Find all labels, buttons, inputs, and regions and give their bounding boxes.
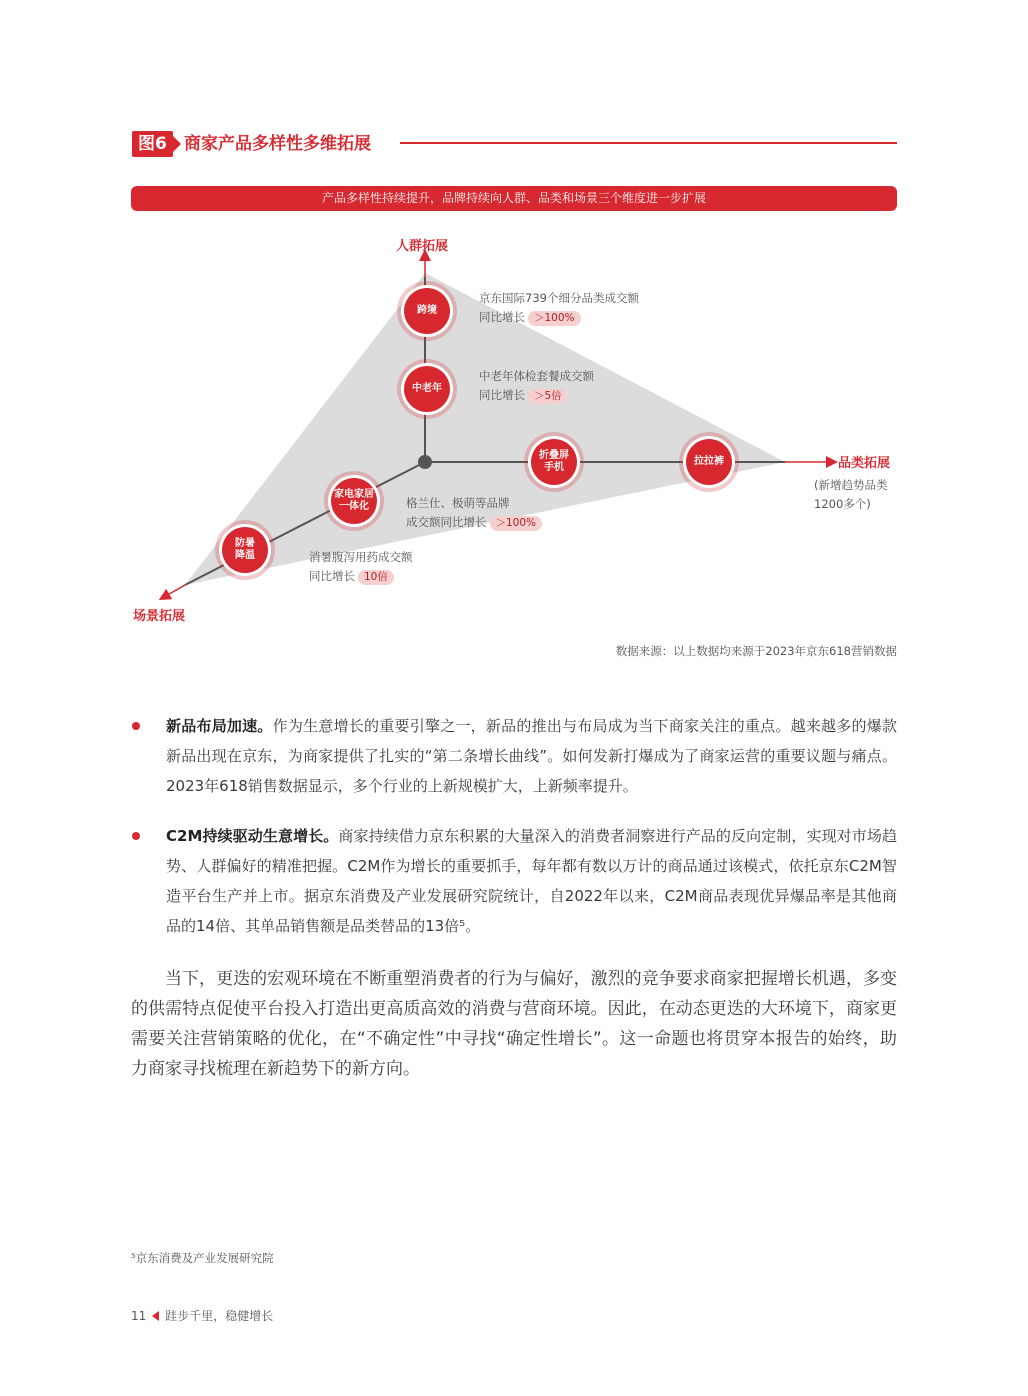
- title-rule: [400, 142, 897, 144]
- bullet-dot-2: [132, 832, 140, 840]
- bullet-1-title: 新品布局加速。: [166, 717, 273, 735]
- node-appliance-home: [331, 478, 377, 524]
- note-cooling-line2: 同比增长: [309, 569, 355, 583]
- axis-label-category: 品类拓展: [838, 456, 891, 471]
- note-elderly-pill: ＞5倍: [528, 389, 568, 404]
- dimension-diagram: [120, 225, 910, 635]
- main-paragraph: 当下，更迭的宏观环境在不断重塑消费者的行为与偏好，激烈的竞争要求商家把握增长机遇，多变的供需特点促使平台投入打造出更高质高效的消费与营商环境。因此，在动态更迭的大环境下，商家更需要关注营销策略的优化，在“不确定性”中寻找“确定性增长”。这一命题也将贯穿本报告的始终，助力商家寻找梳理在新趋势下的新方向。: [131, 969, 897, 1079]
- axis-label-people: 人群拓展: [396, 239, 449, 254]
- bullet-paragraph-1: [166, 711, 897, 801]
- node-cross-border-label: 跨境: [417, 305, 437, 316]
- axis-arrow-scene: [164, 585, 185, 597]
- node-cooling-label: [235, 538, 255, 562]
- running-title: 跬步千里，稳健增长: [165, 1309, 274, 1323]
- data-source: 数据来源：以上数据均来源于2023年京东618营销数据: [615, 644, 897, 658]
- node-cooling-line1: 防暑: [235, 538, 255, 549]
- figure-banner: 产品多样性持续提升，品牌持续向人群、品类和场景三个维度进一步扩展: [131, 186, 897, 211]
- node-elderly: [404, 366, 450, 412]
- note-appliance-line1: 格兰仕、极萌等品牌: [406, 496, 510, 510]
- node-appliance-label: [334, 489, 374, 513]
- note-appliance-line2: 成交额同比增长: [406, 515, 487, 529]
- bullet-paragraph-2: [166, 821, 897, 941]
- footer-arrow-icon: [152, 1311, 159, 1321]
- node-lalaku-label: 拉拉裤: [694, 456, 724, 467]
- note-elderly-line1: 中老年体检套餐成交额: [479, 369, 594, 383]
- page-footer: [131, 1307, 273, 1324]
- node-lalaku: [686, 439, 732, 485]
- node-appliance-line2: 一体化: [339, 501, 369, 512]
- node-elderly-label: 中老年: [412, 383, 442, 394]
- footnote: ⁵京东消费及产业发展研究院: [131, 1251, 274, 1265]
- node-cooling-line2: 降温: [235, 550, 255, 561]
- note-cross-border-pill: ＞100%: [528, 311, 581, 326]
- page-number: 11: [131, 1308, 147, 1323]
- node-cross-border: [404, 288, 450, 334]
- category-note: [814, 476, 888, 514]
- category-note-line2: 1200多个): [814, 497, 871, 511]
- note-cooling: [309, 548, 413, 586]
- bullet-2-title: C2M持续驱动生意增长。: [166, 827, 339, 845]
- note-cross-border: [479, 289, 639, 327]
- node-appliance-line1: 家电家居: [334, 489, 374, 500]
- node-foldable-line2: 手机: [544, 462, 564, 473]
- node-foldable-line1: 折叠屏: [539, 450, 569, 461]
- diagram-graphic: [120, 225, 910, 635]
- note-appliance-pill: ＞100%: [490, 516, 543, 531]
- node-foldable-label: [539, 450, 569, 474]
- axis-label-scene: 场景拓展: [133, 609, 186, 624]
- bullet-2-text: 商家持续借力京东积累的大量深入的消费者洞察进行产品的反向定制，实现对市场趋势、人群偏好的精准把握。C2M作为增长的重要抓手，每年都有数以万计的商品通过该模式，依托京东C2M智造平台生产并上市。据京东消费及产业发展研究院统计，自2022年以来，C2M商品表现优异爆品率是其他商品的14倍、其单品销售额是品类替品的13倍⁵。: [166, 827, 897, 935]
- figure-tag: 图6: [132, 131, 173, 157]
- node-foldable-phone: [531, 439, 577, 485]
- note-elderly-line2: 同比增长: [479, 388, 525, 402]
- note-cooling-pill: 10倍: [358, 570, 394, 585]
- note-elderly: [479, 367, 594, 405]
- note-cooling-line1: 消暑腹泻用药成交额: [309, 550, 413, 564]
- axes-origin: [418, 455, 432, 469]
- note-appliance: [406, 494, 542, 532]
- category-note-line1: (新增趋势品类: [814, 478, 888, 492]
- note-cross-border-line1: 京东国际739个细分品类成交额: [479, 291, 639, 305]
- node-cooling: [222, 527, 268, 573]
- note-cross-border-line2: 同比增长: [479, 310, 525, 324]
- bullet-dot-1: [132, 722, 140, 730]
- bullet-1-text: 作为生意增长的重要引擎之一，新品的推出与布局成为当下商家关注的重点。越来越多的爆款新品出现在京东，为商家提供了扎实的“第二条增长曲线”。如何发新打爆成为了商家运营的重要议题与痛点。2023年618销售数据显示，多个行业的上新规模扩大，上新频率提升。: [166, 717, 897, 795]
- figure-title: 商家产品多样性多维拓展: [184, 134, 371, 154]
